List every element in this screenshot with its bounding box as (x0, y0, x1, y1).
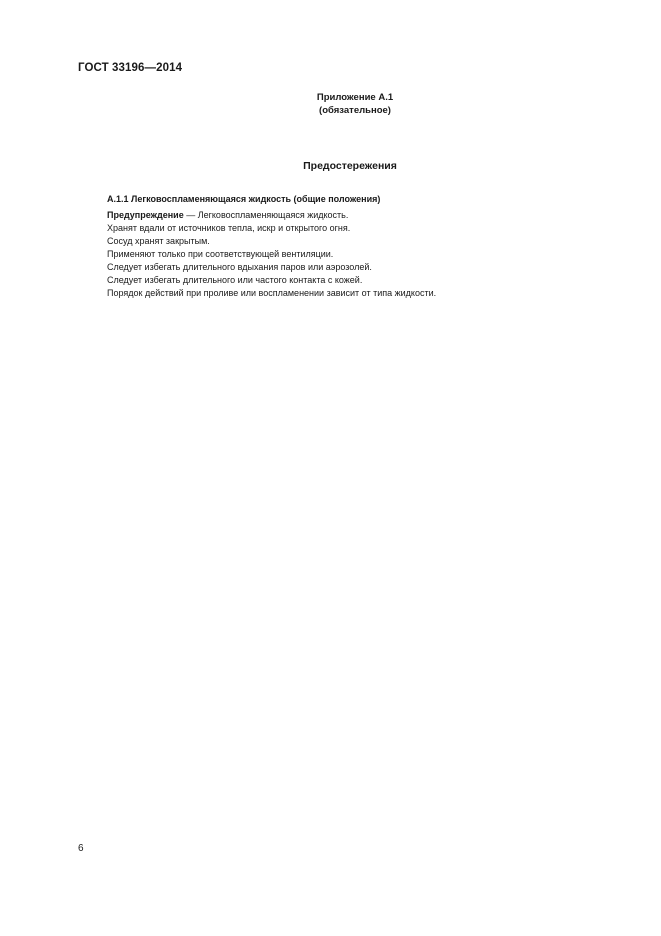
text-line: Применяют только при соответствующей вентиляции. (107, 249, 334, 259)
text-line: Сосуд хранят закрытым. (107, 236, 210, 246)
text-line: Порядок действий при проливе или воспламенении зависит от типа жидкости. (107, 288, 437, 298)
appendix-status: (обязательное) (319, 105, 391, 116)
text-line: Хранят вдали от источников тепла, искр и открытого огня. (107, 223, 351, 233)
subsection-title: А.1.1 Легковоспламеняющаяся жидкость (общие положения) (107, 194, 381, 204)
text-line: Следует избегать длительного или частого контакта с кожей. (107, 275, 363, 285)
warning-text: — Легковоспламеняющаяся жидкость. (183, 210, 349, 220)
page-number: 6 (78, 843, 84, 854)
standard-code-header: ГОСТ 33196—2014 (78, 62, 183, 74)
warning-line (107, 209, 567, 222)
text-line: Следует избегать длительного вдыхания паров или аэрозолей. (107, 262, 372, 272)
warning-label: Предупреждение (107, 210, 184, 220)
appendix-title: Приложение А.1 (316, 92, 394, 103)
section-content (107, 193, 567, 300)
section-title: Предостережения (303, 160, 397, 172)
appendix-heading (240, 91, 470, 117)
